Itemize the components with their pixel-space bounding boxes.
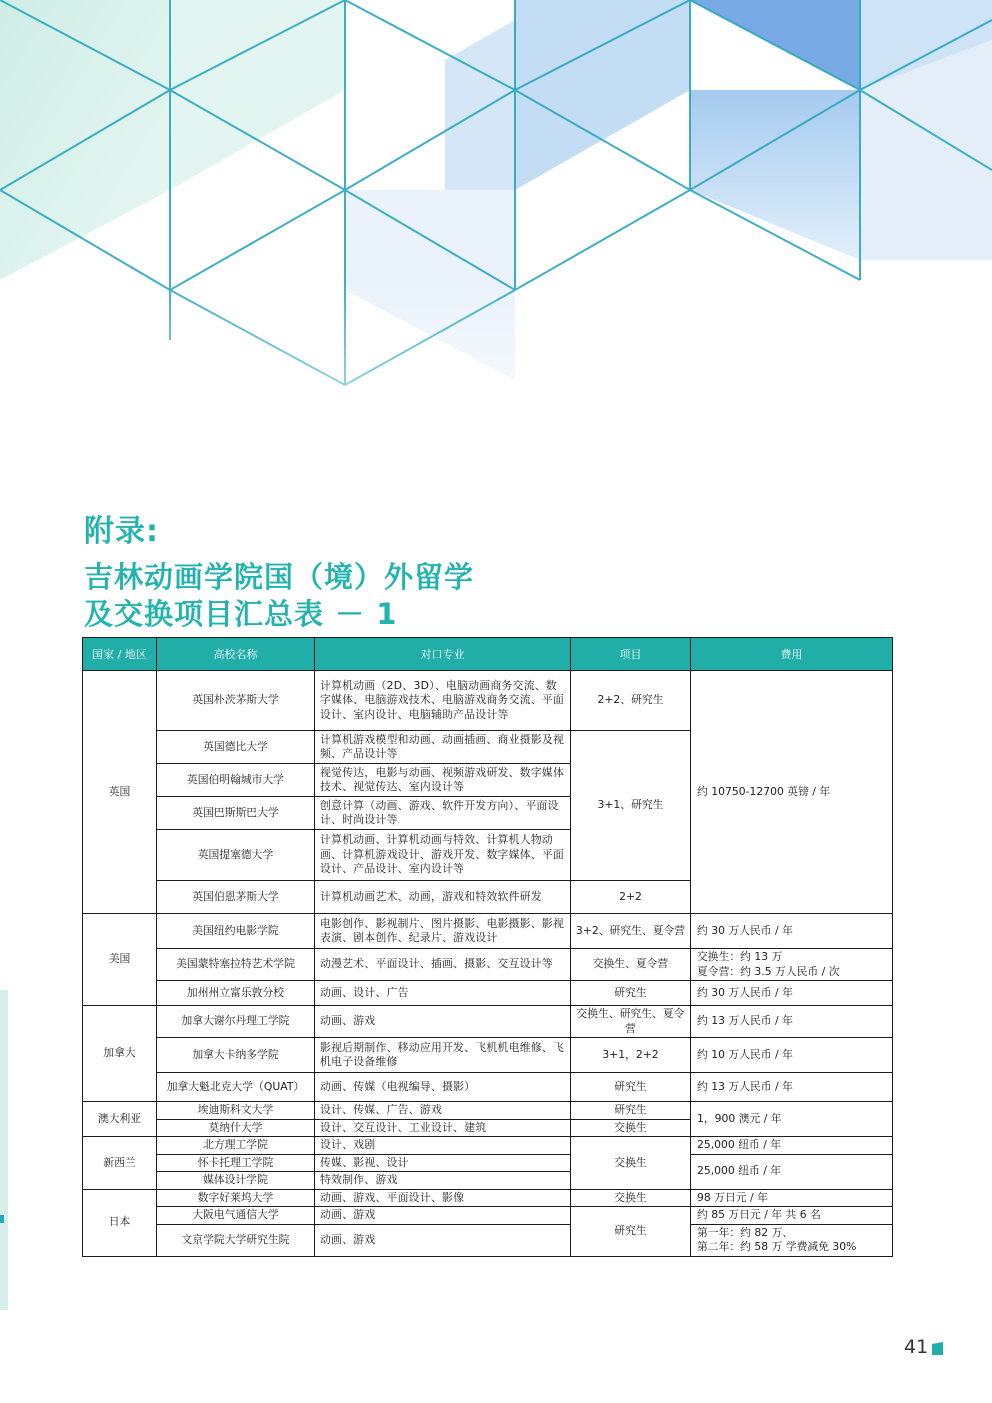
table-row bbox=[83, 1102, 893, 1120]
major-cell: 传媒、影视、设计 bbox=[315, 1154, 571, 1172]
school-cell: 文京学院大学研究生院 bbox=[157, 1224, 315, 1256]
school-cell: 英国伯明翰城市大学 bbox=[157, 764, 315, 797]
country-cell: 新西兰 bbox=[83, 1137, 157, 1190]
major-cell: 设计、传媒、广告、游戏 bbox=[315, 1102, 571, 1120]
fee-line: 第二年：约 58 万 学费减免 30% bbox=[697, 1240, 857, 1253]
table-row bbox=[83, 1137, 893, 1155]
school-cell: 埃迪斯科文大学 bbox=[157, 1102, 315, 1120]
program-cell: 3+1，2+2 bbox=[571, 1038, 691, 1073]
fee-cell bbox=[691, 949, 893, 981]
school-cell: 莫纳什大学 bbox=[157, 1119, 315, 1137]
program-cell: 交换生、夏令营 bbox=[571, 949, 691, 981]
school-cell: 怀卡托理工学院 bbox=[157, 1154, 315, 1172]
fee-cell: 约 85 万日元 / 年 共 6 名 bbox=[691, 1207, 893, 1225]
table-row bbox=[83, 1006, 893, 1038]
header-major: 对口专业 bbox=[315, 638, 571, 671]
page-title-line2: 及交换项目汇总表 － 1 bbox=[84, 597, 398, 631]
school-cell: 加州州立富乐敦分校 bbox=[157, 981, 315, 1006]
major-cell: 动漫艺术、平面设计、插画、摄影、交互设计等 bbox=[315, 949, 571, 981]
major-cell: 计算机动画、计算机动画与特效、计算机人物动画、计算机游戏设计、游戏开发、数字媒体、平面设计、产品设计、室内设计等 bbox=[315, 830, 571, 881]
school-cell: 美国蒙特塞拉特艺术学院 bbox=[157, 949, 315, 981]
table-row bbox=[83, 1038, 893, 1073]
table-row bbox=[83, 981, 893, 1006]
page-corner-mark bbox=[932, 1342, 943, 1355]
table-row bbox=[83, 1073, 893, 1102]
page-number: 41 bbox=[904, 1336, 929, 1358]
country-cell: 澳大利亚 bbox=[83, 1102, 157, 1137]
fee-cell: 约 13 万人民币 / 年 bbox=[691, 1006, 893, 1038]
school-cell: 大阪电气通信大学 bbox=[157, 1207, 315, 1225]
table-row bbox=[83, 914, 893, 949]
left-edge-decoration bbox=[0, 990, 14, 1310]
fee-line: 夏令营：约 3.5 万人民币 / 次 bbox=[697, 964, 840, 978]
program-cell: 交换生 bbox=[571, 1189, 691, 1207]
program-cell: 2+2 bbox=[571, 881, 691, 914]
school-cell: 加拿大谢尔丹理工学院 bbox=[157, 1006, 315, 1038]
major-cell: 影视后期制作、移动应用开发、飞机机电维修、飞机电子设备维修 bbox=[315, 1038, 571, 1073]
school-cell: 英国伯恩茅斯大学 bbox=[157, 881, 315, 914]
program-cell: 3+2、研究生、夏令营 bbox=[571, 914, 691, 949]
fee-line: 交换生：约 13 万 bbox=[697, 950, 783, 963]
fee-cell: 25,000 纽币 / 年 bbox=[691, 1154, 893, 1189]
program-cell: 研究生 bbox=[571, 1073, 691, 1102]
exchange-program-table bbox=[82, 637, 893, 1257]
major-cell: 动画、传媒（电视编导、摄影） bbox=[315, 1073, 571, 1102]
school-cell: 加拿大魁北克大学（QUAT） bbox=[157, 1073, 315, 1102]
fee-line: 第一年：约 82 万、 bbox=[697, 1225, 794, 1239]
appendix-label: 附录: bbox=[84, 514, 159, 549]
school-cell: 英国朴茨茅斯大学 bbox=[157, 671, 315, 731]
table-row bbox=[83, 1224, 893, 1256]
program-cell: 研究生 bbox=[571, 1102, 691, 1120]
school-cell: 加拿大卡纳多学院 bbox=[157, 1038, 315, 1073]
fee-cell bbox=[691, 1224, 893, 1256]
fee-cell: 25,000 纽币 / 年 bbox=[691, 1137, 893, 1155]
major-cell: 动画、游戏 bbox=[315, 1207, 571, 1225]
country-cell: 美国 bbox=[83, 914, 157, 1006]
major-cell: 计算机动画艺术、动画，游戏和特效软件研发 bbox=[315, 881, 571, 914]
table-header-row bbox=[83, 638, 893, 671]
major-cell: 视觉传达，电影与动画、视频游戏研发、数字媒体技术、视觉传达、室内设计等 bbox=[315, 764, 571, 797]
school-cell: 数字好莱坞大学 bbox=[157, 1189, 315, 1207]
major-cell: 动画、游戏 bbox=[315, 1006, 571, 1038]
school-cell: 美国纽约电影学院 bbox=[157, 914, 315, 949]
table-row bbox=[83, 671, 893, 731]
major-cell: 动画、游戏 bbox=[315, 1224, 571, 1256]
program-cell: 交换生 bbox=[571, 1119, 691, 1137]
fee-cell: 约 10750-12700 英镑 / 年 bbox=[691, 671, 893, 914]
table-row bbox=[83, 949, 893, 981]
school-cell: 英国德比大学 bbox=[157, 731, 315, 764]
program-cell: 交换生、研究生、夏令营 bbox=[571, 1006, 691, 1038]
country-cell: 加拿大 bbox=[83, 1006, 157, 1102]
header-school: 高校名称 bbox=[157, 638, 315, 671]
fee-cell: 98 万日元 / 年 bbox=[691, 1189, 893, 1207]
page-title-line1: 吉林动画学院国（境）外留学 bbox=[84, 560, 475, 594]
program-cell: 研究生 bbox=[571, 981, 691, 1006]
program-cell: 研究生 bbox=[571, 1207, 691, 1257]
major-cell: 特效制作、游戏 bbox=[315, 1172, 571, 1190]
program-cell: 3+1、研究生 bbox=[571, 731, 691, 881]
school-cell: 英国提塞德大学 bbox=[157, 830, 315, 881]
school-cell: 英国巴斯斯巴大学 bbox=[157, 797, 315, 830]
major-cell: 动画、游戏、平面设计、影像 bbox=[315, 1189, 571, 1207]
school-cell: 媒体设计学院 bbox=[157, 1172, 315, 1190]
country-cell: 日本 bbox=[83, 1189, 157, 1256]
fee-cell: 约 13 万人民币 / 年 bbox=[691, 1073, 893, 1102]
fee-cell: 约 10 万人民币 / 年 bbox=[691, 1038, 893, 1073]
table-row bbox=[83, 1189, 893, 1207]
header-fee: 费用 bbox=[691, 638, 893, 671]
header-program: 项目 bbox=[571, 638, 691, 671]
table-row bbox=[83, 1207, 893, 1225]
fee-cell: 约 30 万人民币 / 年 bbox=[691, 914, 893, 949]
major-cell: 电影创作、影视制片、图片摄影、电影摄影、影视表演、剧本创作、纪录片、游戏设计 bbox=[315, 914, 571, 949]
major-cell: 创意计算（动画、游戏、软件开发方向）、平面设计、时尚设计等 bbox=[315, 797, 571, 830]
hexagon-background-graphic bbox=[0, 0, 992, 520]
major-cell: 计算机动画（2D、3D）、电脑动画商务交流、数字媒体、电脑游戏技术、电脑游戏商务交流、平面设计、室内设计、电脑辅助产品设计等 bbox=[315, 671, 571, 731]
school-cell: 北方理工学院 bbox=[157, 1137, 315, 1155]
major-cell: 动画、设计、广告 bbox=[315, 981, 571, 1006]
header-country: 国家 / 地区 bbox=[83, 638, 157, 671]
fee-cell: 1，900 澳元 / 年 bbox=[691, 1102, 893, 1137]
country-cell: 英国 bbox=[83, 671, 157, 914]
table-row bbox=[83, 1154, 893, 1172]
major-cell: 设计、交互设计、工业设计、建筑 bbox=[315, 1119, 571, 1137]
major-cell: 计算机游戏模型和动画、动画插画、商业摄影及视频、产品设计等 bbox=[315, 731, 571, 764]
fee-cell: 约 30 万人民币 / 年 bbox=[691, 981, 893, 1006]
program-cell: 交换生 bbox=[571, 1137, 691, 1190]
program-cell: 2+2、研究生 bbox=[571, 671, 691, 731]
major-cell: 设计、戏剧 bbox=[315, 1137, 571, 1155]
